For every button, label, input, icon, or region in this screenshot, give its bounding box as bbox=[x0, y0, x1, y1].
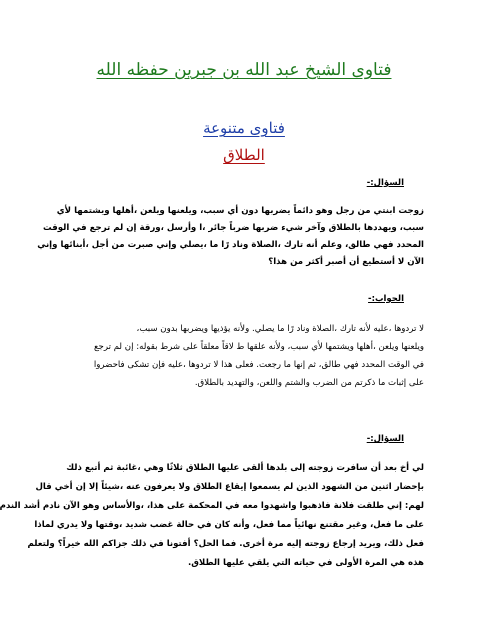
answer-text bbox=[64, 320, 424, 392]
question-line: الآن لا أستطيع أن أصبر أكثر من هذا؟ bbox=[268, 257, 424, 267]
answer-label: الجواب:- bbox=[368, 294, 404, 304]
question-line: بإحضار اثنين من الشهود الذين لم يسمعوا إيقاع الطلاق ولا يعرفون عنه ،شيئاً إلا إن أخي قال bbox=[35, 482, 424, 492]
topic-heading: الطلاق bbox=[223, 146, 265, 164]
document-title: فتاوى الشيخ عبد الله بن جبرين حفظه الله bbox=[96, 60, 392, 80]
answer-line: على إثبات ما ذكرتم من الضرب والشتم واللعن، والتهديد بالطلاق. bbox=[194, 378, 424, 388]
question-text bbox=[37, 203, 424, 271]
question-line: على ما فعل، وغير مقتنع نهائياً مما فعل، وأنه كان في حالة غضب شديد ،وقتها ولا يدري لماذا bbox=[34, 520, 424, 530]
question-text bbox=[0, 459, 424, 573]
question-line: المحدد فهي طالق، وعلم أنه تارك ،الصلاة وناد رًا ما ،يصلي وإني صبرت من أجل ،أبنائها وإني bbox=[37, 240, 424, 250]
section-subtitle: فتاوى متنوعة bbox=[203, 119, 285, 137]
answer-line: ويلعنها ويلعن ،أهلها ويشتمها لأي سبب، ولأنه علقها ط لاقاً معلقاً على شرط بقوله: إن لم ترجع bbox=[93, 342, 424, 352]
question-line: سبب، ويهددها بالطلاق وآخر شيء ضربها ضرباً جائر ،ا وأرسل ،ورقة إن لم ترجع في الوقت bbox=[43, 223, 424, 233]
question-line: هذه هي المرة الأولى في حياته التي يلقي عليها الطلاق. bbox=[187, 558, 424, 568]
question-label: السؤال:- bbox=[366, 178, 404, 188]
answer-line: لا تردوها ،عليه لأنه تارك ،الصلاة وناد رًا ما يصلي. ولأنه يؤذيها ويضربها بدون سبب، bbox=[136, 324, 424, 334]
question-line: لهم: إني طلقت فلانة فاذهبوا واشهدوا معه في المحكمة على هذا، ،والأساس وهو الآن نادم أشد الندم bbox=[0, 501, 424, 511]
question-label: السؤال:- bbox=[366, 434, 404, 444]
question-line: فعل ذلك، ويريد إرجاع زوجته إليه مرة أخرى. فما الحل؟ أفتونا في ذلك جزاكم الله خيراً؟ ولتعلم bbox=[27, 539, 424, 549]
question-line: زوجت ابنتي من رجل وهو دائماً يضربها دون أي سبب، ويلعنها ويلعن ،أهلها ويشتمها لأي bbox=[56, 206, 424, 216]
question-line: لي أخ بعد أن سافرت زوجته إلى بلدها ألقى عليها الطلاق ثلاثًا وهي ،غائبة ثم أتبع ذلك bbox=[66, 463, 424, 473]
answer-line: في الوقت المحدد فهي طالق، ثم إنها ما رجعت. فعلى هذا لا تردوها ،عليه فإن تشكى فاحضروا bbox=[93, 360, 424, 370]
